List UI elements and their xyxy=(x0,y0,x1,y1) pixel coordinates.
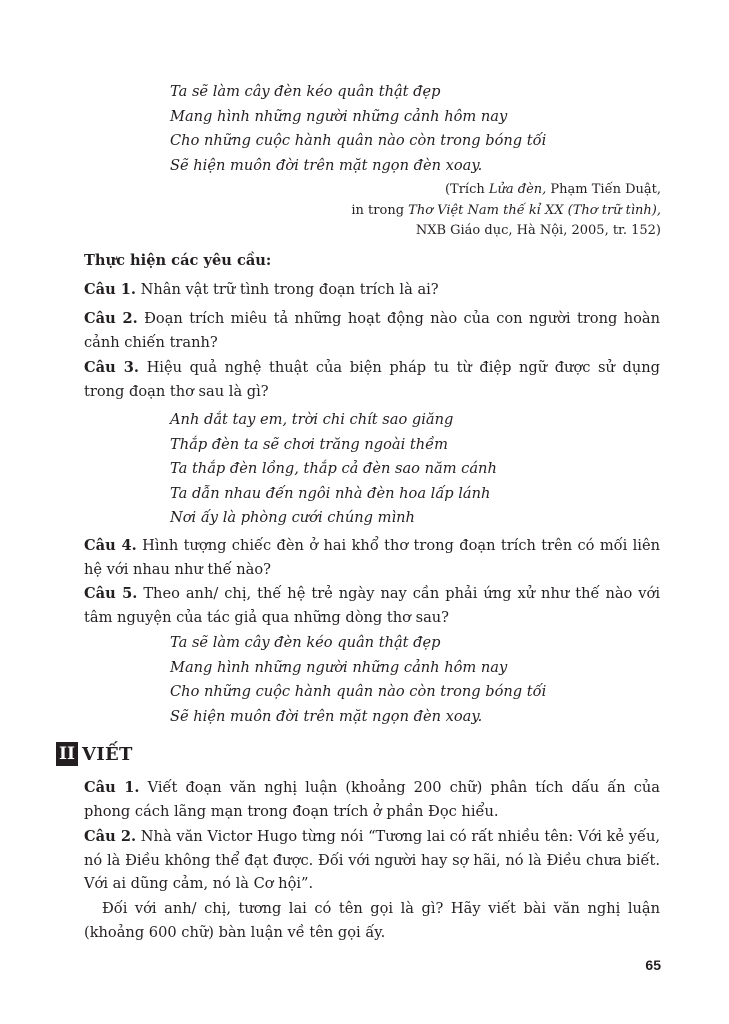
poem-excerpt-top xyxy=(170,80,546,178)
poem-line: Nơi ấy là phòng cưới chúng mình xyxy=(170,509,415,526)
poem-line: Mang hình những người những cảnh hôm nay xyxy=(170,107,508,125)
requirements-heading: Thực hiện các yêu cầu: xyxy=(84,252,272,269)
poem-line: Ta sẽ làm cây đèn kéo quân thật đẹp xyxy=(170,83,441,100)
poem-line: Thắp đèn ta sẽ chơi trăng ngoài thềm xyxy=(170,435,449,453)
writing-question-1: Câu 1. Viết đoạn văn nghị luận (khoảng 200 chữ) phân tích dấu ấn của phong cách lãng mạn trong đoạn trích ở phần Đọc hiểu. xyxy=(84,779,661,820)
reading-question-4: Câu 4. Hình tượng chiếc đèn ở hai khổ thơ trong đoạn trích trên có mối liên hệ với nhau như thế nào? xyxy=(84,537,661,578)
poem-line: Sẽ hiện muôn đời trên mặt ngọn đèn xoay. xyxy=(170,707,483,725)
poem-line: Ta sẽ làm cây đèn kéo quân thật đẹp xyxy=(170,634,441,651)
source-citation xyxy=(351,180,661,242)
poem-excerpt-q5 xyxy=(170,631,546,729)
citation-line-3: NXB Giáo dục, Hà Nội, 2005, tr. 152) xyxy=(415,223,661,238)
poem-line: Cho những cuộc hành quân nào còn trong bóng tối xyxy=(170,132,547,149)
poem-line: Cho những cuộc hành quân nào còn trong bóng tối xyxy=(170,683,547,700)
section-title: VIẾT xyxy=(82,743,133,765)
reading-question-1: Câu 1. Nhân vật trữ tình trong đoạn trích là ai? xyxy=(84,281,439,298)
section-number-badge: II xyxy=(56,742,78,766)
poem-line: Anh dắt tay em, trời chi chít sao giăng xyxy=(170,411,454,428)
reading-question-5: Câu 5. Theo anh/ chị, thế hệ trẻ ngày nay cần phải ứng xử như thế nào với tâm nguyện của tác giả qua những dòng thơ sau? xyxy=(84,585,661,626)
page-number: 65 xyxy=(645,957,661,973)
citation-line-1: (Trích Lửa đèn, Phạm Tiến Duật, xyxy=(444,182,661,197)
reading-question-3: Câu 3. Hiệu quả nghệ thuật của biện pháp tu từ điệp ngữ được sử dụng trong đoạn thơ sau là gì? xyxy=(84,359,661,400)
writing-question-2: Câu 2. Nhà văn Victor Hugo từng nói “Tương lai có rất nhiều tên: Với kẻ yếu, nó là Điều không thể đạt được. Đối với người hay sợ hãi, nó là Điều chưa biết. Với ai dũng cảm, nó là Cơ hội”. xyxy=(84,828,661,892)
writing-question-2-followup: Đối với anh/ chị, tương lai có tên gọi là gì? Hãy viết bài văn nghị luận (khoảng 600 chữ) bàn luận về tên gọi ấy. xyxy=(84,900,660,941)
poem-excerpt-q3 xyxy=(170,408,497,531)
poem-line: Ta dẫn nhau đến ngôi nhà đèn hoa lấp lánh xyxy=(170,484,491,502)
poem-line: Sẽ hiện muôn đời trên mặt ngọn đèn xoay. xyxy=(170,156,483,174)
section-heading-writing xyxy=(56,742,133,766)
poem-line: Mang hình những người những cảnh hôm nay xyxy=(170,658,508,676)
poem-line: Ta thắp đèn lồng, thắp cả đèn sao năm cánh xyxy=(170,460,497,477)
citation-line-2: in trong Thơ Việt Nam thế kỉ XX (Thơ trữ tình), xyxy=(351,202,661,218)
reading-question-2: Câu 2. Đoạn trích miêu tả những hoạt động nào của con người trong hoàn cảnh chiến tranh? xyxy=(84,310,660,351)
